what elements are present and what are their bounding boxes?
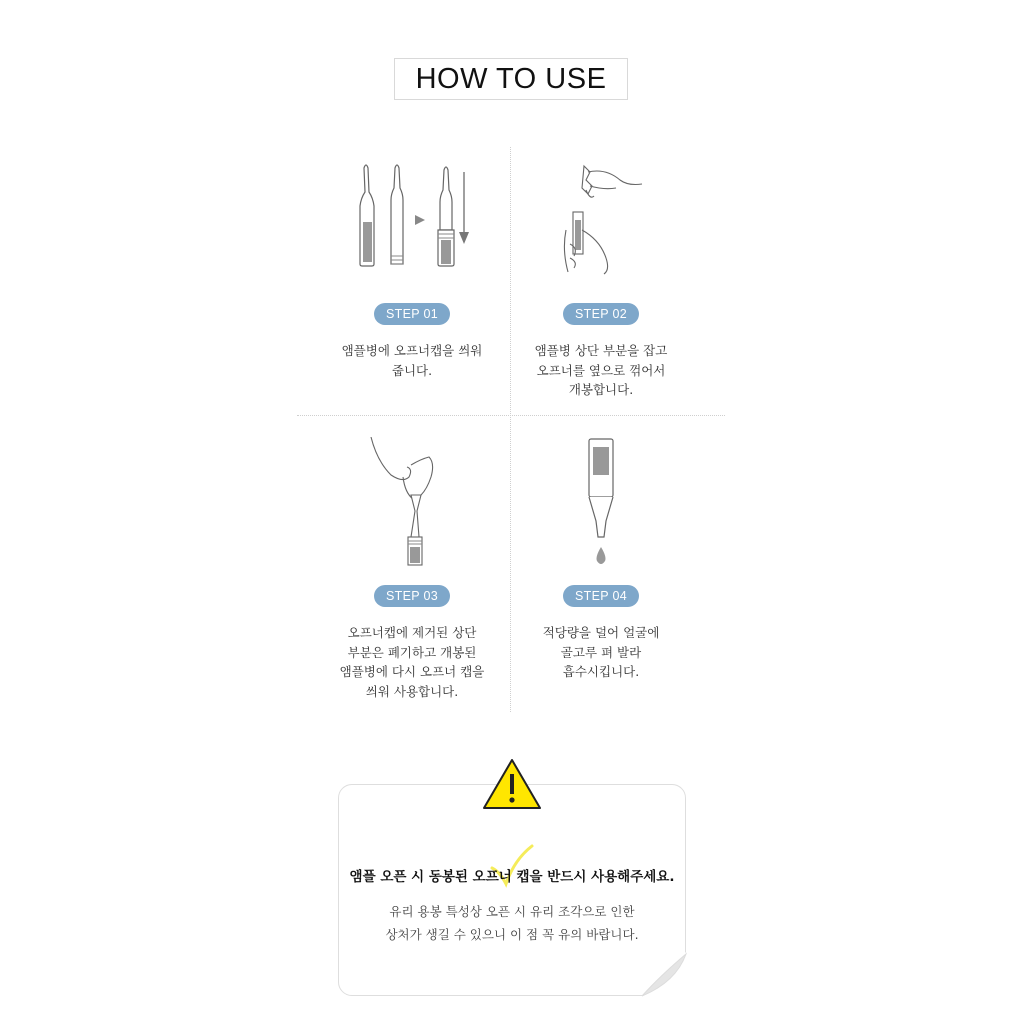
grid-divider-horizontal	[297, 415, 725, 416]
warning-icon	[482, 758, 542, 812]
notice-body: 유리 용봉 특성상 오픈 시 유리 조각으로 인한 상처가 생길 수 있으니 이 점 꼭 유의 바랍니다.	[385, 904, 639, 942]
notice-card	[338, 784, 686, 996]
step-badge: STEP 01	[374, 303, 450, 325]
notice-headline: 앰플 오픈 시 동봉된 오프너 캡을 반드시 사용해주세요.	[349, 869, 675, 885]
page-title: HOW TO USE	[394, 58, 628, 100]
step-badge: STEP 04	[563, 585, 639, 607]
hand-capping-ampoule-illustration	[307, 437, 517, 572]
step-description: 앰플병 상단 부분을 잡고 오프너를 옆으로 꺾어서 개봉합니다.	[534, 343, 668, 397]
step-03	[307, 437, 517, 707]
step-description: 적당량을 덜어 얼굴에 골고루 펴 발라 흡수시킵니다.	[542, 625, 660, 679]
step-badge: STEP 03	[374, 585, 450, 607]
ampoule-with-cap-illustration	[307, 160, 517, 295]
ampoule-dropping-illustration	[496, 437, 706, 572]
step-description: 오프너캡에 제거된 상단 부분은 폐기하고 개봉된 앰플병에 다시 오프너 캡을 씌워 사용합니다.	[339, 625, 485, 699]
hand-opening-ampoule-illustration	[496, 160, 706, 295]
step-01	[307, 160, 517, 400]
step-description: 앰플병에 오프너캡을 씌워 줍니다.	[341, 343, 483, 378]
step-badge: STEP 02	[563, 303, 639, 325]
page-curl-icon	[640, 952, 688, 998]
step-02	[496, 160, 706, 410]
step-04	[496, 437, 706, 687]
